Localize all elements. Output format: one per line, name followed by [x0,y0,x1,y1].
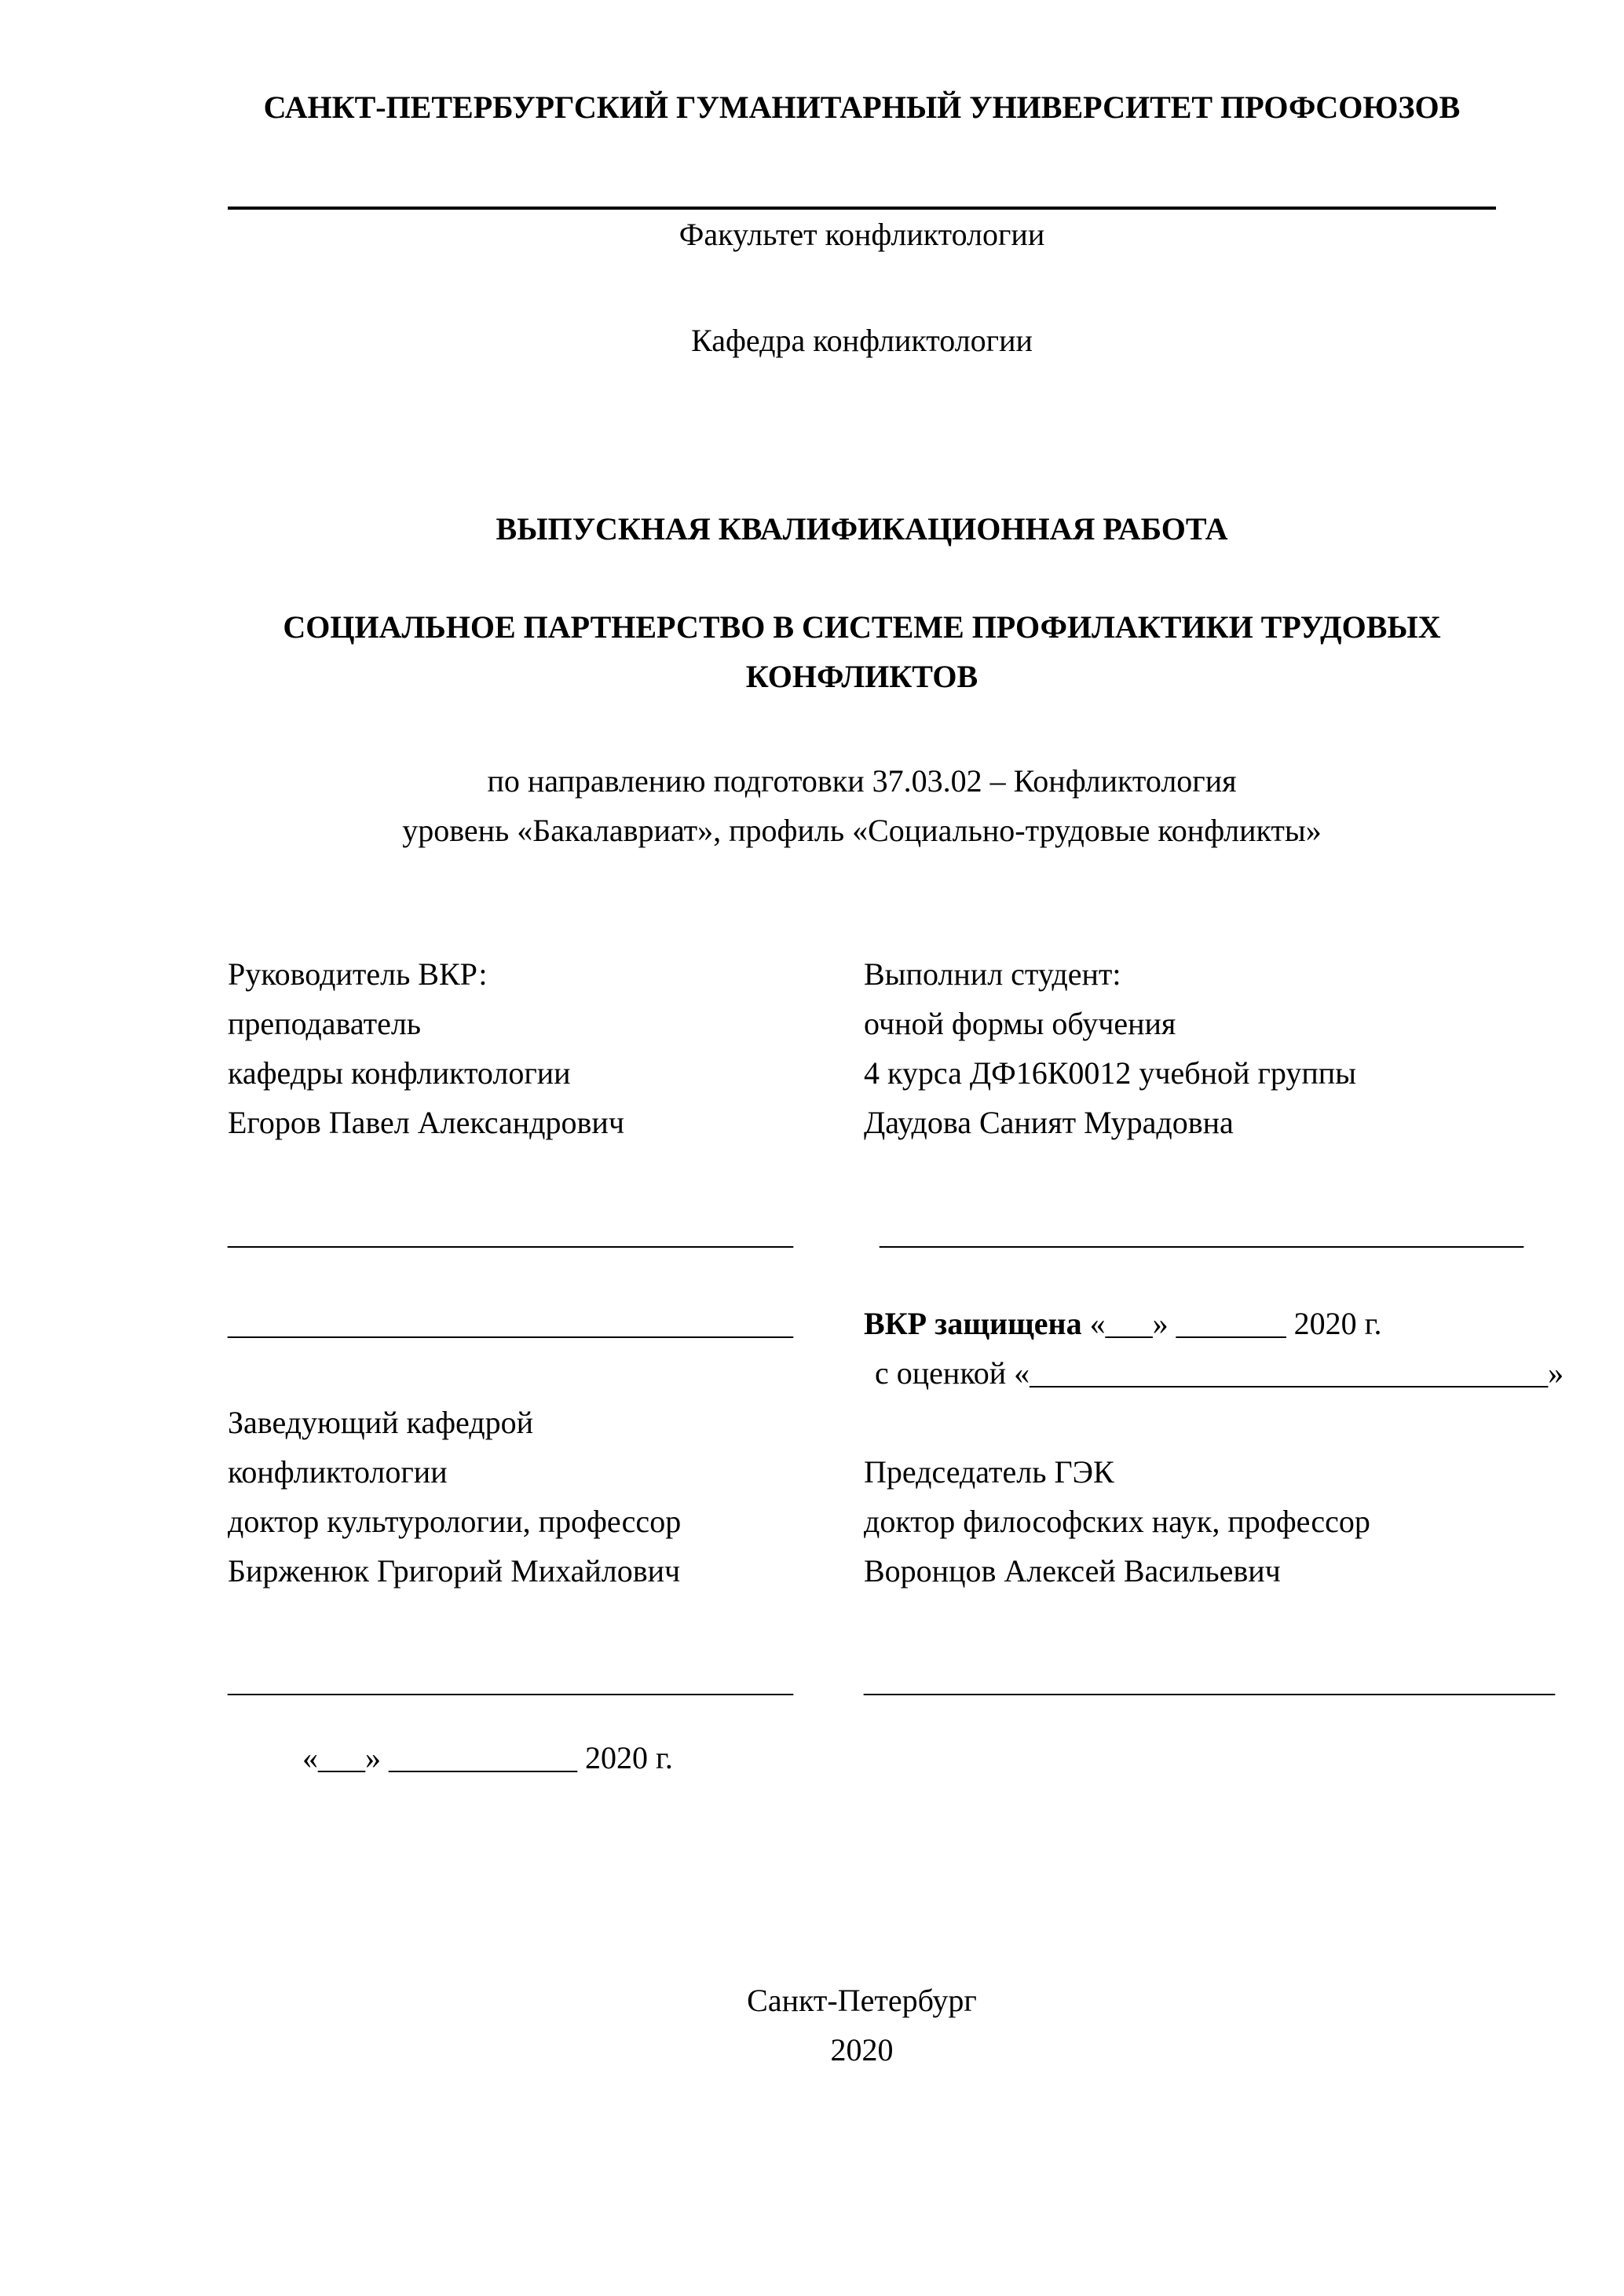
work-type-heading: ВЫПУСКНАЯ КВАЛИФИКАЦИОННАЯ РАБОТА [496,511,1228,547]
row-date [228,1733,1496,1782]
row-position [228,999,1496,1048]
row-head-names [228,1546,1496,1596]
level-line: уровень «Бакалавриат», профиль «Социально-трудовые конфликты» [402,813,1322,848]
row-degrees [228,1497,1496,1546]
signature-section [228,949,1564,1782]
head-degree: доктор культурологии, профессор [228,1504,682,1539]
student-group: 4 курса ДФ16К0012 учебной группы [864,1055,1357,1091]
supervisor-department: кафедры конфликтологии [228,1055,571,1091]
supervisor-label: Руководитель ВКР: [228,956,488,992]
row-grade [228,1348,1564,1398]
empty-cell [864,1733,1496,1782]
direction-line: по направлению подготовки 37.03.02 – Конфликтология [487,763,1237,799]
supervisor-signature-line: ____________________________________ [228,1216,793,1251]
footer-city: Санкт-Петербург [747,1983,977,2018]
footer-year: 2020 [830,2032,894,2067]
student-form: очной формы обучения [864,1006,1176,1041]
row-department [228,1048,1496,1098]
row-labels [228,949,1496,999]
empty-cell [228,1348,864,1398]
supervisor-position: преподаватель [228,1006,422,1041]
supervisor-signature-line-2: ____________________________________ [228,1306,793,1341]
university-name: САНКТ-ПЕТЕРБУРГСКИЙ ГУМАНИТАРНЫЙ УНИВЕРСИТЕТ ПРОФСОЮЗОВ [263,90,1461,125]
defense-line [864,1299,1496,1348]
date-line: «___» ____________ 2020 г. [302,1740,673,1775]
row-signatures-3 [228,1656,1555,1706]
chairman-signature-line: ____________________________________________ [864,1663,1555,1698]
row-names [228,1098,1496,1147]
chairman-label: Председатель ГЭК [864,1454,1114,1490]
defense-line-rest: «___» _______ 2020 г. [1081,1306,1382,1341]
student-signature-line: _________________________________________ [880,1216,1523,1251]
student-name: Даудова Саният Мурадовна [864,1105,1234,1140]
head-department: конфликтологии [228,1454,448,1490]
faculty-name: Факультет конфликтологии [678,217,1045,252]
row-signatures-2 [228,1299,1496,1348]
head-name: Бирженюк Григорий Михайлович [228,1553,681,1589]
row-signatures-1 [228,1208,1523,1258]
student-label: Выполнил студент: [864,956,1121,992]
chairman-degree: доктор философских наук, профессор [864,1504,1370,1539]
head-label: Заведующий кафедрой [228,1405,534,1440]
head-signature-line: ____________________________________ [228,1663,793,1698]
defense-line-bold: ВКР защищена [864,1306,1082,1341]
empty-cell [864,1398,1496,1447]
department-name: Кафедра конфликтологии [691,323,1033,358]
chairman-name: Воронцов Алексей Васильевич [864,1553,1281,1589]
supervisor-name: Егоров Павел Александрович [228,1105,624,1140]
thesis-title: СОЦИАЛЬНОЕ ПАРТНЕРСТВО В СИСТЕМЕ ПРОФИЛАКТИКИ ТРУДОВЫХ КОНФЛИКТОВ [283,609,1441,694]
row-head-department [228,1447,1496,1497]
row-head-label [228,1398,1496,1447]
footer [228,1976,1496,2075]
grade-line: с оценкой «_________________________________» [875,1355,1564,1391]
